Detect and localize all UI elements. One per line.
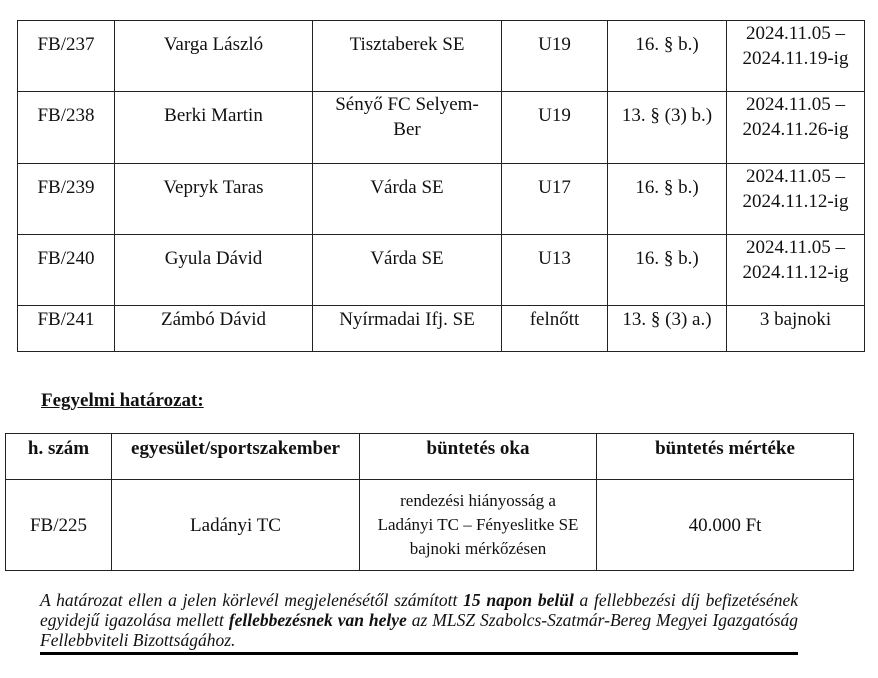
header-amount: büntetés mértéke — [597, 434, 854, 480]
age-group: U17 — [502, 164, 608, 235]
age-group: U19 — [502, 21, 608, 92]
table-row — [6, 480, 854, 571]
age-group: U13 — [502, 235, 608, 306]
rule: 16. § b.) — [608, 235, 727, 306]
period-to: 2024.11.12-ig — [742, 191, 849, 212]
period — [727, 21, 865, 92]
club: Várda SE — [313, 164, 502, 235]
entity: Ladányi TC — [112, 480, 360, 571]
player-name: Gyula Dávid — [115, 235, 313, 306]
rule: 16. § b.) — [608, 21, 727, 92]
club: Várda SE — [313, 235, 502, 306]
period-from: 2024.11.05 – — [745, 94, 846, 115]
club-line-1: Sényő FC Selyem- — [335, 94, 479, 115]
suspensions-table — [17, 20, 865, 352]
amount: 40.000 Ft — [597, 480, 854, 571]
table-row — [18, 306, 865, 352]
club: Tisztaberek SE — [313, 21, 502, 92]
period-to: 2024.11.19-ig — [742, 48, 849, 69]
period-from: 2024.11.05 – — [745, 166, 846, 187]
rule: 16. § b.) — [608, 164, 727, 235]
period — [727, 164, 865, 235]
period — [727, 235, 865, 306]
note-text-2: a fellebbezési díj befizetésének egyidejű igazolása mellett — [40, 590, 798, 630]
note-text-3: az MLSZ Szabolcs-Szatmár-Bereg Megyei Igazgatóság Fellebbviteli Bizottságához. — [40, 610, 799, 650]
case-id: FB/241 — [18, 306, 115, 352]
note-text-1: A határozat ellen a jelen körlevél megjelenésétől számított — [40, 590, 464, 610]
header-entity: egyesület/sportszakember — [112, 434, 360, 480]
period: 3 bajnoki — [727, 306, 865, 352]
case-id: FB/240 — [18, 235, 115, 306]
header-case-number: h. szám — [6, 434, 112, 480]
table-row — [18, 164, 865, 235]
section-title: Fegyelmi határozat: — [41, 390, 204, 411]
age-group: felnőtt — [502, 306, 608, 352]
club: Nyírmadai Ifj. SE — [313, 306, 502, 352]
player-name: Varga László — [115, 21, 313, 92]
header-row — [6, 434, 854, 480]
rule: 13. § (3) b.) — [608, 92, 727, 164]
note-bold-2: fellebbezésnek van helye — [228, 610, 407, 630]
player-name: Vepryk Taras — [115, 164, 313, 235]
note-bold-1: 15 napon belül — [463, 590, 574, 610]
club — [313, 92, 502, 164]
header-reason: büntetés oka — [360, 434, 597, 480]
period-to: 2024.11.26-ig — [742, 119, 849, 140]
rule: 13. § (3) a.) — [608, 306, 727, 352]
disciplinary-table — [5, 433, 854, 571]
case-id: FB/225 — [6, 480, 112, 571]
period-from: 2024.11.05 – — [745, 237, 846, 258]
case-id: FB/238 — [18, 92, 115, 164]
appeal-note — [40, 590, 798, 655]
period-to: 2024.11.12-ig — [742, 262, 849, 283]
table-row — [18, 235, 865, 306]
reason-line-3: bajnoki mérkőzésen — [409, 539, 547, 558]
period-from: 2024.11.05 – — [745, 23, 846, 44]
club-line-2: Ber — [393, 119, 421, 140]
reason — [360, 480, 597, 571]
table-row — [18, 92, 865, 164]
case-id: FB/237 — [18, 21, 115, 92]
player-name: Zámbó Dávid — [115, 306, 313, 352]
period — [727, 92, 865, 164]
table-row — [18, 21, 865, 92]
reason-line-1: rendezési hiányosság a — [400, 491, 556, 510]
age-group: U19 — [502, 92, 608, 164]
reason-line-2: Ladányi TC – Fényeslitke SE — [377, 515, 579, 534]
case-id: FB/239 — [18, 164, 115, 235]
player-name: Berki Martin — [115, 92, 313, 164]
